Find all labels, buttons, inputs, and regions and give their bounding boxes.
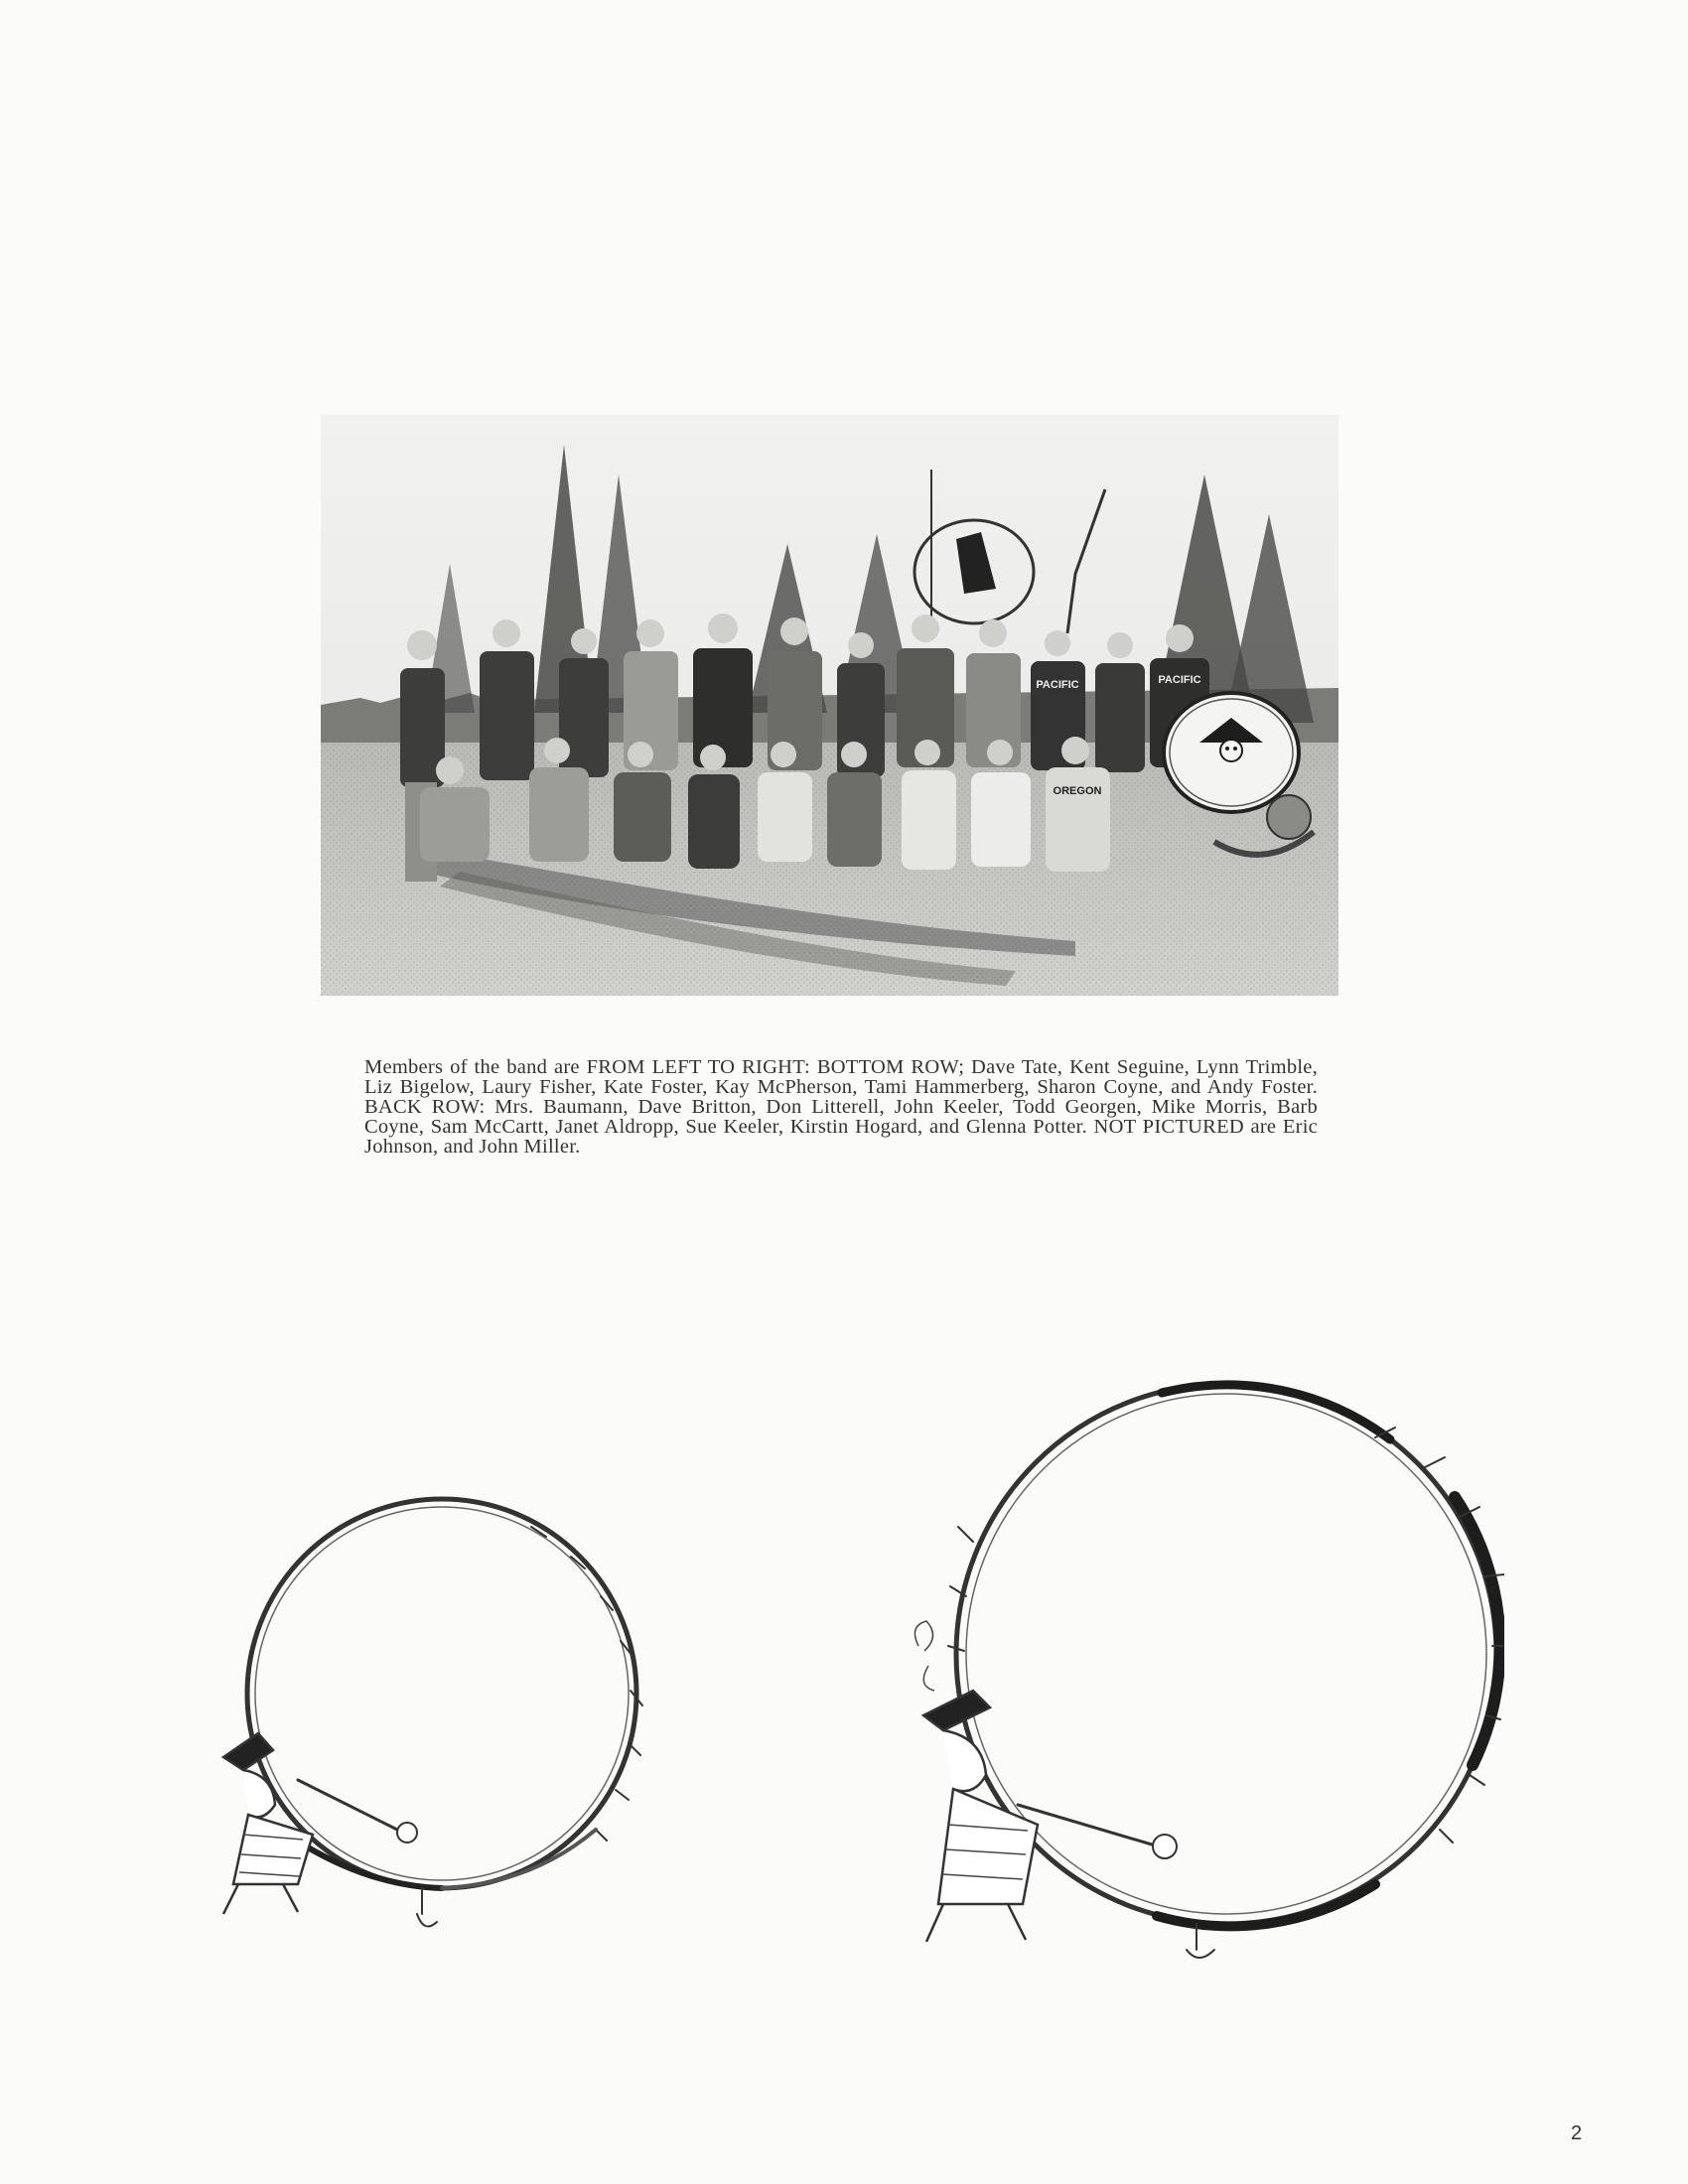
band-group-photo <box>321 415 1338 996</box>
page-number: 2 <box>1571 2122 1583 2144</box>
shirt-text-2: PACIFIC <box>1158 674 1201 686</box>
shirt-text-3: OREGON <box>1053 785 1102 797</box>
bass-drummer-cartoon-left <box>204 1477 645 1954</box>
bass-drummer-cartoon-right <box>899 1348 1504 1964</box>
shirt-text-1: PACIFIC <box>1036 679 1079 691</box>
band-members-caption: Members of the band are FROM LEFT TO RIGHT: BOTTOM ROW; Dave Tate, Kent Seguine, Lynn Trimble, Liz Bigelow, Laury Fisher, Kate Foster, Kay McPherson, Tami Hammerberg, Sharon Coyne, and Andy Foster. BACK ROW: Mrs. Baumann, Dave Britton, Don Litterell, John Keeler, Todd Georgen, Mike Morris, Barb Coyne, Sam McCartt, Janet Aldropp, Sue Keeler, Kirstin Hogard, and Glenna Potter. NOT PICTURED are Eric Johnson, and John Miller. <box>364 1055 1318 1158</box>
bass-drum-in-photo <box>1164 693 1299 812</box>
